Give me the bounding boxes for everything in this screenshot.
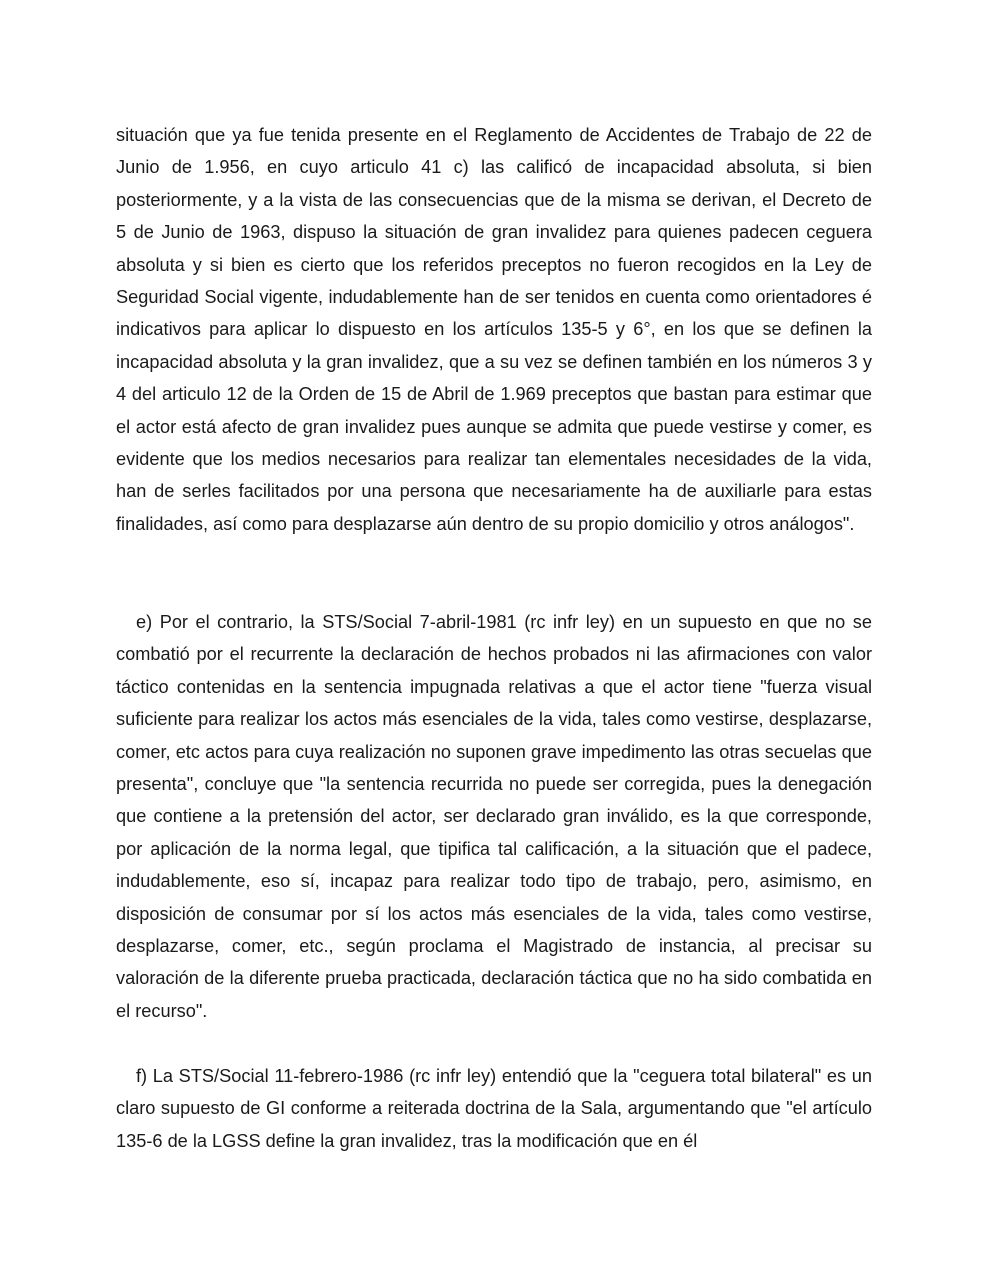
paragraph-continuation: situación que ya fue tenida presente en el Reglamento de Accidentes de Trabajo de 22 de Junio de 1.956, en cuyo articulo 41 c) las calificó de incapacidad absoluta, si bien posteriormente, y a la vista de las consecuencias que de la misma se derivan, el Decreto de 5 de Junio de 1963, dispuso la situación de gran invalidez para quienes padecen ceguera absoluta y si bien es cierto que los referidos preceptos no fueron recogidos en la Ley de Seguridad Social vigente, indudablemente han de ser tenidos en cuenta como orientadores é indicativos para aplicar lo dispuesto en los artículos 135-5 y 6°, en los que se definen la incapacidad absoluta y la gran invalidez, que a su vez se definen también en los números 3 y 4 del articulo 12 de la Orden de 15 de Abril de 1.969 preceptos que bastan para estimar que el actor está afecto de gran invalidez pues aunque se admita que puede vestirse y comer, es evidente que los medios necesarios para realizar tan elementales necesidades de la vida, han de serles facilitados por una persona que necesariamente ha de auxiliarle para estas finalidades, así como para desplazarse aún dentro de su propio domicilio y otros análogos". (116, 125, 872, 534)
paragraph-f: f) La STS/Social 11-febrero-1986 (rc infr ley) entendió que la "ceguera total bilateral" es un claro supuesto de GI conforme a reiterada doctrina de la Sala, argumentando que "el artículo 135-6 de la LGSS define la gran invalidez, tras la modificación que en él (116, 1066, 872, 1151)
paragraph-e: e) Por el contrario, la STS/Social 7-abril-1981 (rc infr ley) en un supuesto en que no se combatió por el recurrente la declaración de hechos probados ni las afirmaciones con valor táctico contenidas en la sentencia impugnada relativas a que el actor tiene "fuerza visual suficiente para realizar los actos más esenciales de la vida, tales como vestirse, desplazarse, comer, etc actos para cuya realización no suponen grave impedimento las otras secuelas que presenta", concluye que "la sentencia recurrida no puede ser corregida, pues la denegación que contiene a la pretensión del actor, ser declarado gran inválido, es la que corresponde, por aplicación de la norma legal, que tipifica tal calificación, a la situación que el padece, indudablemente, eso sí, incapaz para realizar todo tipo de trabajo, pero, asimismo, en disposición de consumar por sí los actos más esenciales de la vida, tales como vestirse, desplazarse, comer, etc., según proclama el Magistrado de instancia, al precisar su valoración de la diferente prueba practicada, declaración táctica que no ha sido combatida en el recurso". (116, 612, 872, 1021)
